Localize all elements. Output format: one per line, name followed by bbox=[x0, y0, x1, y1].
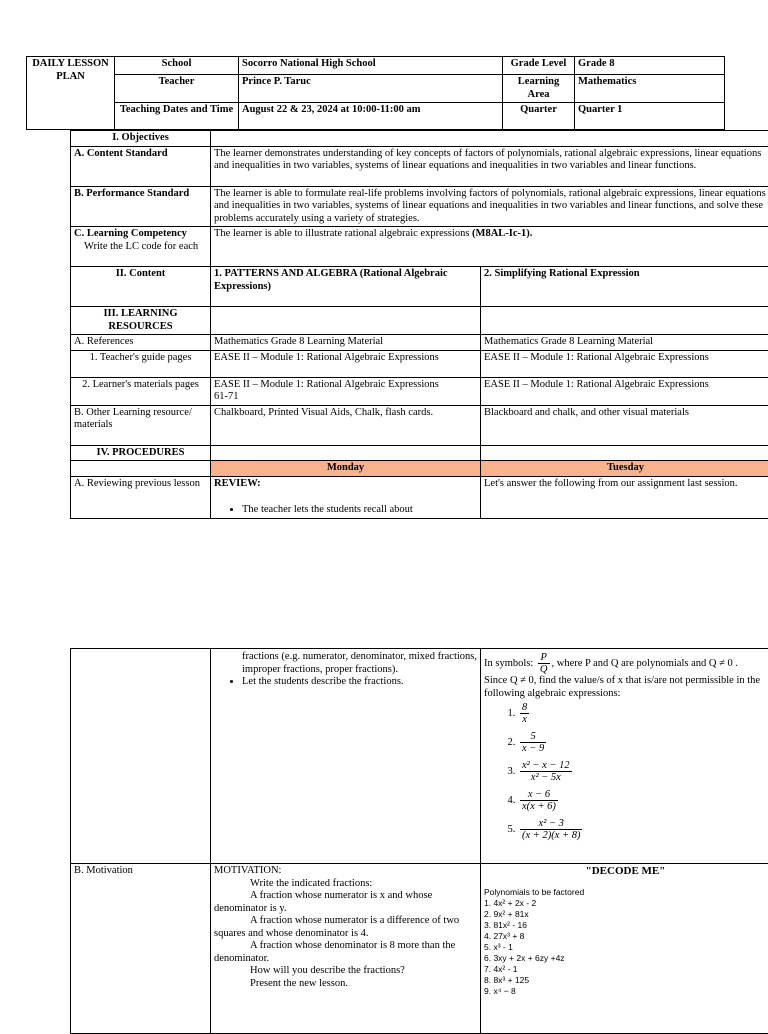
decode-title: "DECODE ME" bbox=[484, 865, 767, 878]
tg-label: 1. Teacher's guide pages bbox=[71, 350, 211, 377]
expr-num: 2. 5 bbox=[520, 731, 546, 743]
lm-1-pages: 61-71 bbox=[214, 391, 239, 402]
lm-label: 2. Learner's materials pages bbox=[71, 377, 211, 405]
review-label: A. Reviewing previous lesson bbox=[71, 476, 211, 518]
area-value: Mathematics bbox=[575, 75, 725, 103]
motivation-line: A fraction whose numerator is a difference of two squares and whose denominator is 4. bbox=[214, 915, 477, 940]
dlp-label: DAILY LESSON PLAN bbox=[27, 57, 115, 130]
content-col1: 1. PATTERNS AND ALGEBRA (Rational Algebraic Expressions) bbox=[211, 267, 481, 307]
procedures-title: IV. PROCEDURES bbox=[71, 445, 211, 461]
expression-list bbox=[484, 702, 767, 841]
symbols-prefix: In symbols: bbox=[484, 658, 533, 669]
content-col2: 2. Simplifying Rational Expression bbox=[481, 267, 768, 307]
review-bullet1-cont: fractions (e.g. numerator, denominator, mixed fractions, improper fractions, proper fractions). bbox=[242, 651, 477, 676]
expression-item bbox=[518, 789, 767, 812]
expr-den: (x + 2)(x + 8) bbox=[520, 830, 582, 841]
expr-den: x − 9 bbox=[520, 743, 546, 754]
quarter-value: Quarter 1 bbox=[575, 103, 725, 130]
motivation-label: B. Motivation bbox=[71, 864, 211, 1034]
review-monday-cont bbox=[211, 649, 481, 864]
references-label: A. References bbox=[71, 335, 211, 351]
poly-item: 1. 4x² + 2x - 2 bbox=[484, 898, 767, 909]
competency-cell bbox=[71, 227, 211, 267]
poly-item: 3. 81x² - 16 bbox=[484, 920, 767, 931]
teacher-value: Prince P. Taruc bbox=[239, 75, 503, 103]
school-label: School bbox=[115, 57, 239, 75]
symbols-fraction bbox=[538, 652, 550, 675]
poly-item: 9. x⁴ − 8 bbox=[484, 986, 767, 997]
decode-cell bbox=[481, 864, 768, 1034]
content-standard-label: A. Content Standard bbox=[71, 146, 211, 186]
motivation-cell bbox=[211, 864, 481, 1034]
competency-label: C. Learning Competency bbox=[74, 228, 187, 239]
other-1: Chalkboard, Printed Visual Aids, Chalk, flash cards. bbox=[211, 405, 481, 445]
expression-item bbox=[518, 702, 767, 725]
since-text: Since Q ≠ 0, find the value/s of x that is/are not permissible in the following algebraic expressions: bbox=[484, 675, 767, 700]
expr-num: 4. x − 6 bbox=[520, 789, 558, 801]
lm-1-cell bbox=[211, 377, 481, 405]
tg-1: EASE II – Module 1: Rational Algebraic Expressions bbox=[211, 350, 481, 377]
header-table bbox=[26, 56, 725, 130]
expr-den: x(x + 6) bbox=[520, 801, 558, 812]
school-value: Socorro National High School bbox=[239, 57, 503, 75]
performance-standard-text: The learner is able to formulate real-life problems involving factors of polynomials, rational algebraic expressions, linear equations and inequalities in two variables, systems of linear equations and inequalities in two variables and linear functions, and solve these problems accurately using a variety of strategies. bbox=[211, 186, 768, 227]
motivation-line: Write the indicated fractions: bbox=[214, 878, 477, 891]
dates-value: August 22 & 23, 2024 at 10:00-11:00 am bbox=[239, 103, 503, 130]
content-label: II. Content bbox=[71, 267, 211, 307]
references-1: Mathematics Grade 8 Learning Material bbox=[211, 335, 481, 351]
objectives-title: I. Objectives bbox=[71, 131, 211, 147]
poly-item: 2. 9x² + 81x bbox=[484, 909, 767, 920]
motivation-line: Present the new lesson. bbox=[214, 978, 477, 991]
monday-header: Monday bbox=[211, 461, 481, 477]
expression-item bbox=[518, 818, 767, 841]
symbols-line bbox=[484, 652, 767, 675]
performance-standard-label: B. Performance Standard bbox=[71, 186, 211, 227]
lm-2: EASE II – Module 1: Rational Algebraic Expressions bbox=[481, 377, 768, 405]
expr-num: 3. x² − x − 12 bbox=[520, 760, 572, 772]
other-label: B. Other Learning resource/ materials bbox=[71, 405, 211, 445]
poly-item: 5. x³ - 1 bbox=[484, 942, 767, 953]
motivation-line: A fraction whose denominator is 8 more than the denominator. bbox=[214, 940, 477, 965]
symbols-mid: , where P and Q are polynomials and Q ≠ 0 . bbox=[552, 658, 738, 669]
tg-2: EASE II – Module 1: Rational Algebraic Expressions bbox=[481, 350, 768, 377]
symbols-p: P bbox=[538, 652, 550, 664]
area-label: Learning Area bbox=[503, 75, 575, 103]
poly-item: 6. 3xy + 2x + 6zy +4z bbox=[484, 953, 767, 964]
resources-title: III. LEARNING RESOURCES bbox=[71, 307, 211, 335]
expr-num: 1. 8 bbox=[520, 702, 529, 714]
review-tuesday: Let's answer the following from our assignment last session. bbox=[481, 476, 768, 518]
review-tuesday-cont bbox=[481, 649, 768, 864]
review-title: REVIEW: bbox=[214, 478, 261, 489]
dates-label: Teaching Dates and Time bbox=[115, 103, 239, 130]
review-bullet2: • Let the students describe the fractions. bbox=[242, 676, 477, 689]
teacher-label: Teacher bbox=[115, 75, 239, 103]
motivation-line: How will you describe the fractions? bbox=[214, 965, 477, 978]
poly-item: 7. 4x² - 1 bbox=[484, 964, 767, 975]
expression-item bbox=[518, 731, 767, 754]
review-bullet: • The teacher lets the students recall about bbox=[242, 504, 477, 517]
other-2: Blackboard and chalk, and other visual materials bbox=[481, 405, 768, 445]
expression-item bbox=[518, 760, 767, 783]
expr-num: 5. x² − 3 bbox=[520, 818, 582, 830]
motivation-title: MOTIVATION: bbox=[214, 865, 477, 878]
lesson-table bbox=[70, 130, 768, 519]
competency-sub: Write the LC code for each bbox=[74, 241, 198, 252]
competency-desc: The learner is able to illustrate rational algebraic expressions bbox=[214, 228, 469, 239]
expr-den: x bbox=[520, 714, 529, 725]
tuesday-header: Tuesday bbox=[481, 461, 768, 477]
lesson-table-page2 bbox=[70, 648, 768, 1034]
grade-label: Grade Level bbox=[503, 57, 575, 75]
motivation-line: A fraction whose numerator is x and whose denominator is y. bbox=[214, 890, 477, 915]
content-standard-text: The learner demonstrates understanding of key concepts of factors of polynomials, rational algebraic expressions, linear equations and inequalities in two variables, systems of linear equations and inequalities in two variables and linear functions. bbox=[211, 146, 768, 186]
grade-value: Grade 8 bbox=[575, 57, 725, 75]
quarter-label: Quarter bbox=[503, 103, 575, 130]
symbols-q: Q bbox=[538, 664, 550, 675]
polys-title: Polynomials to be factored bbox=[484, 887, 767, 898]
expr-den: x² − 5x bbox=[520, 772, 572, 783]
poly-item: 8. 8x³ + 125 bbox=[484, 975, 767, 986]
poly-item: 4. 27x³ + 8 bbox=[484, 931, 767, 942]
competency-text bbox=[211, 227, 768, 267]
lm-1: EASE II – Module 1: Rational Algebraic Expressions bbox=[214, 379, 439, 390]
review-monday bbox=[211, 476, 481, 518]
references-2: Mathematics Grade 8 Learning Material bbox=[481, 335, 768, 351]
competency-code: (M8AL-Ic-1). bbox=[472, 228, 532, 239]
